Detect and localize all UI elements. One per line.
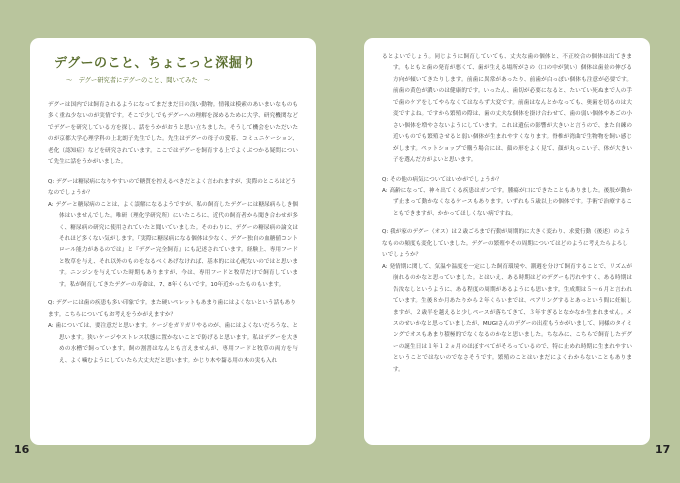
left-page (30, 38, 316, 445)
question: Q: デグーには歯の疾患も多い印象です。また硬いペレットもあまり歯にはよくないという話もあります。こちらについてもお考えをうかがえますか？ (48, 300, 296, 318)
intro-paragraph: デグーは国内では飼育されるようになってまだまだ日の浅い動物。情報は模索のあいまいなものも多く重ね少ないのが実情です。そこで少しでもデグーへの理解を深めるために大学、研究機関などでデグーを研究している方を探し、話をうかがおうと思い立ちました。そうして機会をいただいたのが京都大学心理学科の上北朗子先生でした。先生はデグーの母子の愛着、コミュニケーション、老化（認知症）などを研究されています。ここではデグーを飼育する上でよくぶつかる疑問について先生に話をうかがいました。 (48, 102, 298, 166)
right-page (364, 38, 650, 445)
article-title: デグーのこと、ちょこっと深掘り (54, 56, 256, 71)
answer: A: 高齢になって、神々出てくる疾患はガンです。腫瘍が口にできたこともありました。後肢が動かず止まって動かなくなるケースもあります。いずれも５歳以上の個体です。手術で治療することもできますが、かかってほしくない病ですね。 (382, 187, 632, 217)
qa-block (48, 298, 298, 367)
qa-block (382, 227, 632, 376)
answer: A: 歯については、要注意だと思います。ケージをガリガリやるのが、歯にはよくないだろうな、と思います。狭いケージやストレス状態に置かないことで防げると思います。私はデグーを大きめの水槽で飼っています。飼の割書はなんとも言えませんが、専用フードと牧草の両方を与え、よく噛むようにしていたら大丈夫だと思います。かじり木や齧る用の木の実も入れ (48, 323, 298, 364)
page-number-left: 16 (14, 443, 30, 456)
question: Q: デグーは糖尿病になりやすいので糖質を控えるべきだとよく言われますが、実際のところはどうなのでしょうか？ (48, 178, 297, 197)
qa-block (48, 177, 298, 292)
answer: A: 発情期に関して、気温や温度を一定にした飼育環境や、潮週を分けて飼育することで、リズムが崩れるのかなと思っていました。とはいえ、ある時期はどのデグーも汚れやすく、ある時期は告汝なしというように、ある程度の周期があるようにも思います。生成期は５～６月と言われています。生後８か月あたりから２年くらいまでは、ペアリングするとあっという間に妊娠しますが、２歳半を越えると少しペースが落ちてきて、３年すぎるとなかなか生まれません。メスのせいかなと思っていましたが、MUGIさんのデグーの出産もうかがいまして、同様のタイミングでオスもあまり積極的でなくなるのかなと思いました。ちなみに、こちらで飼育したデグーの誕生日は１年１２ヵ月のほぼすべてがそろっているので、特に止めれ時期に生まれやすいということではないのでなさそうです。繁殖のことはいまだによくわからないこともあります。 (382, 263, 632, 373)
answer: A: デグーと糖尿病のことは、よく誤解になるようですが、私の飼育したデグーには糖尿病らしき個体はいませんでした。唯研（理化学研究所）にいたころに、近代の飼育者から聞き合わせが多く、糖尿病の研究に使用されていたと聞いていました。そのわりに、デグーの糖尿病の論文はそれほど多くない気がします。『実際に糖尿病になる個体は少なく、デグー独自の血糖値コントロール能力があるのでは』と『デグー完全飼育』にも記述されています。経験上、専用フードと牧草を与え、それ以外のものをなるべくあげなければ、基本的には心配ないのではと思います。ニンジンを与えていた時期もありますが、今は、専用フードと牧草だけで飼育しています。私が飼育してきたデグーの寿命は、7、8年くらいです。10年近かったものもいます。 (48, 201, 298, 288)
question: Q: 我が家のデグー（オス）は２歳ごろまで行動が周期的に大きく変わり、求愛行動（後述）のようなものの頻度も変化していました。デグーの繁殖やその周期についてはどのように考えたらよろしいでしょうか？ (382, 229, 631, 259)
page-number-right: 17 (655, 443, 671, 456)
continuation-paragraph: るとよいでしょう。同じように飼育していても、丈夫な歯の個体と、不正咬合の個体は出てきます。もともと歯の発育が悪くて、歯が生える場所がさの（口の中が狭い）個体は歯並の伸びる方向が傾いてきたりします。前歯に異常があったり、前歯が白っぽい個体も注意が必要です。前歯の黄色が濃いのは健康的です。いったん、歯切が必要になると、たいてい死ぬまで人の手で歯のケアをしてやらなくてはならず大変です。前歯はなんとかなっても、奥歯を切るのは大変ですよね。ですから繁殖の際は、歯の丈夫な個体を掛け合わせて、歯の弱い個体やあごの小さい個体を増やさないようにしています。これは遺伝の影響が大きいと言うので、また自練の近いものでも繁殖させると弱い個体が生まれやすくなります。脊椎が湾曲で生物物を飼い感じがします。ペットショップで購う場合には、顔の形をよく見て、顔が丸っこい子、体が大きい子を選んだ方がよいと思います。 (382, 54, 632, 164)
question: Q: その他の病気についてはいかがでしょうか？ (382, 176, 502, 183)
qa-block (382, 175, 632, 221)
article-subtitle: 〜 デグー研究者にデグーのこと、聞いてみた 〜 (66, 77, 211, 84)
